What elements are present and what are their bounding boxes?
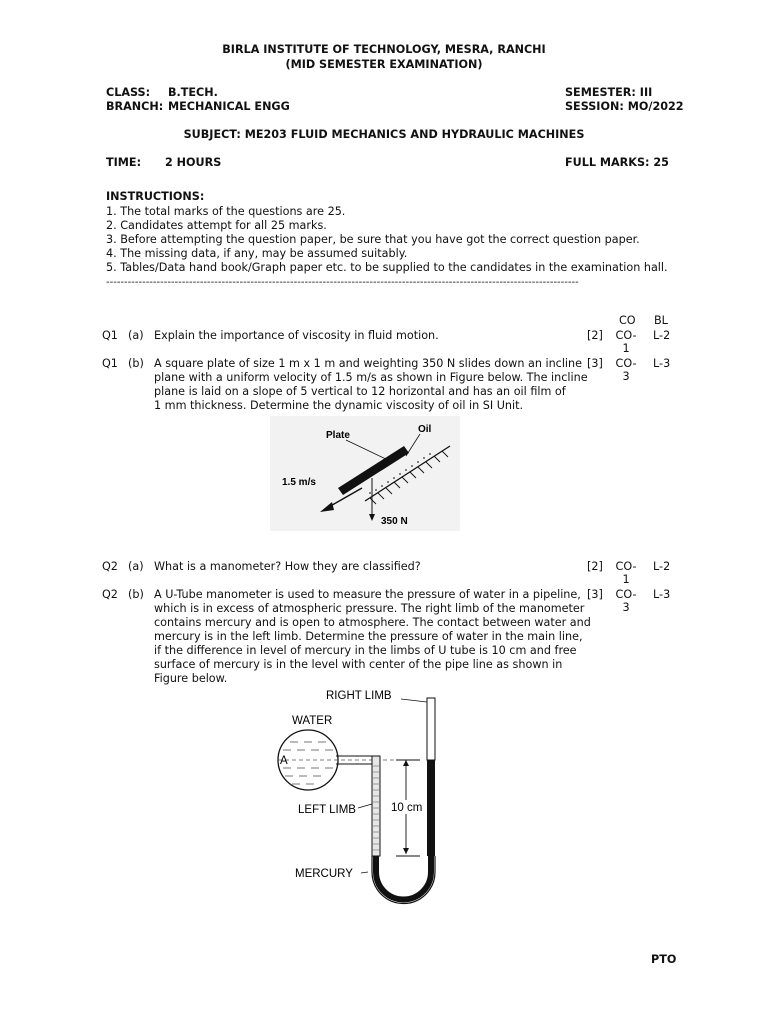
figure-label-velocity: 1.5 m/s <box>282 477 316 488</box>
q2b-text-line: A U-Tube manometer is used to measure the pressure of water in a pipeline, <box>154 588 581 601</box>
instruction-item: 2. Candidates attempt for all 25 marks. <box>106 219 327 232</box>
instruction-item: 1. The total marks of the questions are 25. <box>106 205 346 218</box>
q2b-co: CO-3 <box>615 588 637 614</box>
instruction-item: 3. Before attempting the question paper, be sure that you have got the correct question paper. <box>106 233 640 246</box>
q2b-text-line: contains mercury and is open to atmosphere. The contact between water and <box>154 616 591 629</box>
q2b-marks: [3] <box>587 588 603 601</box>
q2a-part: (a) <box>128 560 144 573</box>
figure-label-water: WATER <box>292 715 333 727</box>
exam-title: (MID SEMESTER EXAMINATION) <box>285 58 483 71</box>
separator-line: ----------------------------------------------------------------------------------------------------------------------------------- <box>106 277 579 288</box>
time-label: TIME: <box>106 156 142 169</box>
q2a-text: What is a manometer? How they are classified? <box>154 560 421 573</box>
q2b-text-line: surface of mercury is in the level with center of the pipe line as shown in <box>154 658 563 671</box>
q2b-text-line: Figure below. <box>154 672 228 685</box>
q1b-part: (b) <box>128 357 144 370</box>
instruction-item: 4. The missing data, if any, may be assumed suitably. <box>106 247 408 260</box>
class-value: B.TECH. <box>168 86 218 99</box>
q1b-marks: [3] <box>587 357 603 370</box>
co-header: CO <box>619 314 636 327</box>
q2b-bl: L-3 <box>653 588 671 601</box>
q1b-co: CO-3 <box>615 357 637 383</box>
semester: SEMESTER: III <box>565 86 653 99</box>
q1a-marks: [2] <box>587 329 603 342</box>
q2a-marks: [2] <box>587 560 603 573</box>
q2a-number: Q2 <box>102 560 118 573</box>
q1b-bl: L-3 <box>653 357 671 370</box>
q2b-text-line: mercury is in the left limb. Determine the pressure of water in the main line, <box>154 630 583 643</box>
q1a-co: CO-1 <box>615 329 637 355</box>
full-marks: FULL MARKS: 25 <box>565 156 669 169</box>
pto-label: PTO <box>651 953 677 966</box>
bl-header: BL <box>654 314 668 327</box>
figure-label-point-a: A <box>280 755 288 767</box>
figure-label-mercury: MERCURY <box>295 868 353 880</box>
inclined-plate-figure <box>270 416 460 531</box>
q1a-text: Explain the importance of viscosity in fluid motion. <box>154 329 439 342</box>
q1b-text-line: 1 mm thickness. Determine the dynamic viscosity of oil in SI Unit. <box>154 399 524 412</box>
time-value: 2 HOURS <box>165 156 222 169</box>
q1b-text-line: A square plate of size 1 m x 1 m and weighting 350 N slides down an incline <box>154 357 583 370</box>
branch-label: BRANCH: <box>106 100 164 113</box>
class-label: CLASS: <box>106 86 151 99</box>
q2a-co: CO-1 <box>615 560 637 586</box>
figure-label-left-limb: LEFT LIMB <box>298 804 356 816</box>
institute-title: BIRLA INSTITUTE OF TECHNOLOGY, MESRA, RANCHI <box>222 43 546 56</box>
q1a-number: Q1 <box>102 329 118 342</box>
q2b-number: Q2 <box>102 588 118 601</box>
subject: SUBJECT: ME203 FLUID MECHANICS AND HYDRAULIC MACHINES <box>183 128 585 141</box>
q2a-bl: L-2 <box>653 560 671 573</box>
instruction-item: 5. Tables/Data hand book/Graph paper etc. to be supplied to the candidates in the examination hall. <box>106 261 668 274</box>
figure-label-weight: 350 N <box>381 516 408 527</box>
q1b-number: Q1 <box>102 357 118 370</box>
figure-label-oil: Oil <box>418 424 432 435</box>
q2b-text-line: if the difference in level of mercury in the limbs of U tube is 10 cm and free <box>154 644 577 657</box>
q1a-bl: L-2 <box>653 329 671 342</box>
figure-label-right-limb: RIGHT LIMB <box>326 690 392 702</box>
instructions-title: INSTRUCTIONS: <box>106 190 205 203</box>
session: SESSION: MO/2022 <box>565 100 684 113</box>
figure-label-height: 10 cm <box>391 802 423 814</box>
q1a-part: (a) <box>128 329 144 342</box>
q1b-text-line: plane is laid on a slope of 5 vertical to 12 horizontal and has an oil film of <box>154 385 566 398</box>
q2b-part: (b) <box>128 588 144 601</box>
u-tube-manometer-figure <box>270 686 470 918</box>
figure-label-plate: Plate <box>326 430 350 441</box>
q2b-text-line: which is in excess of atmospheric pressure. The right limb of the manometer <box>154 602 585 615</box>
branch-value: MECHANICAL ENGG <box>168 100 290 113</box>
q1b-text-line: plane with a uniform velocity of 1.5 m/s as shown in Figure below. The incline <box>154 371 588 384</box>
